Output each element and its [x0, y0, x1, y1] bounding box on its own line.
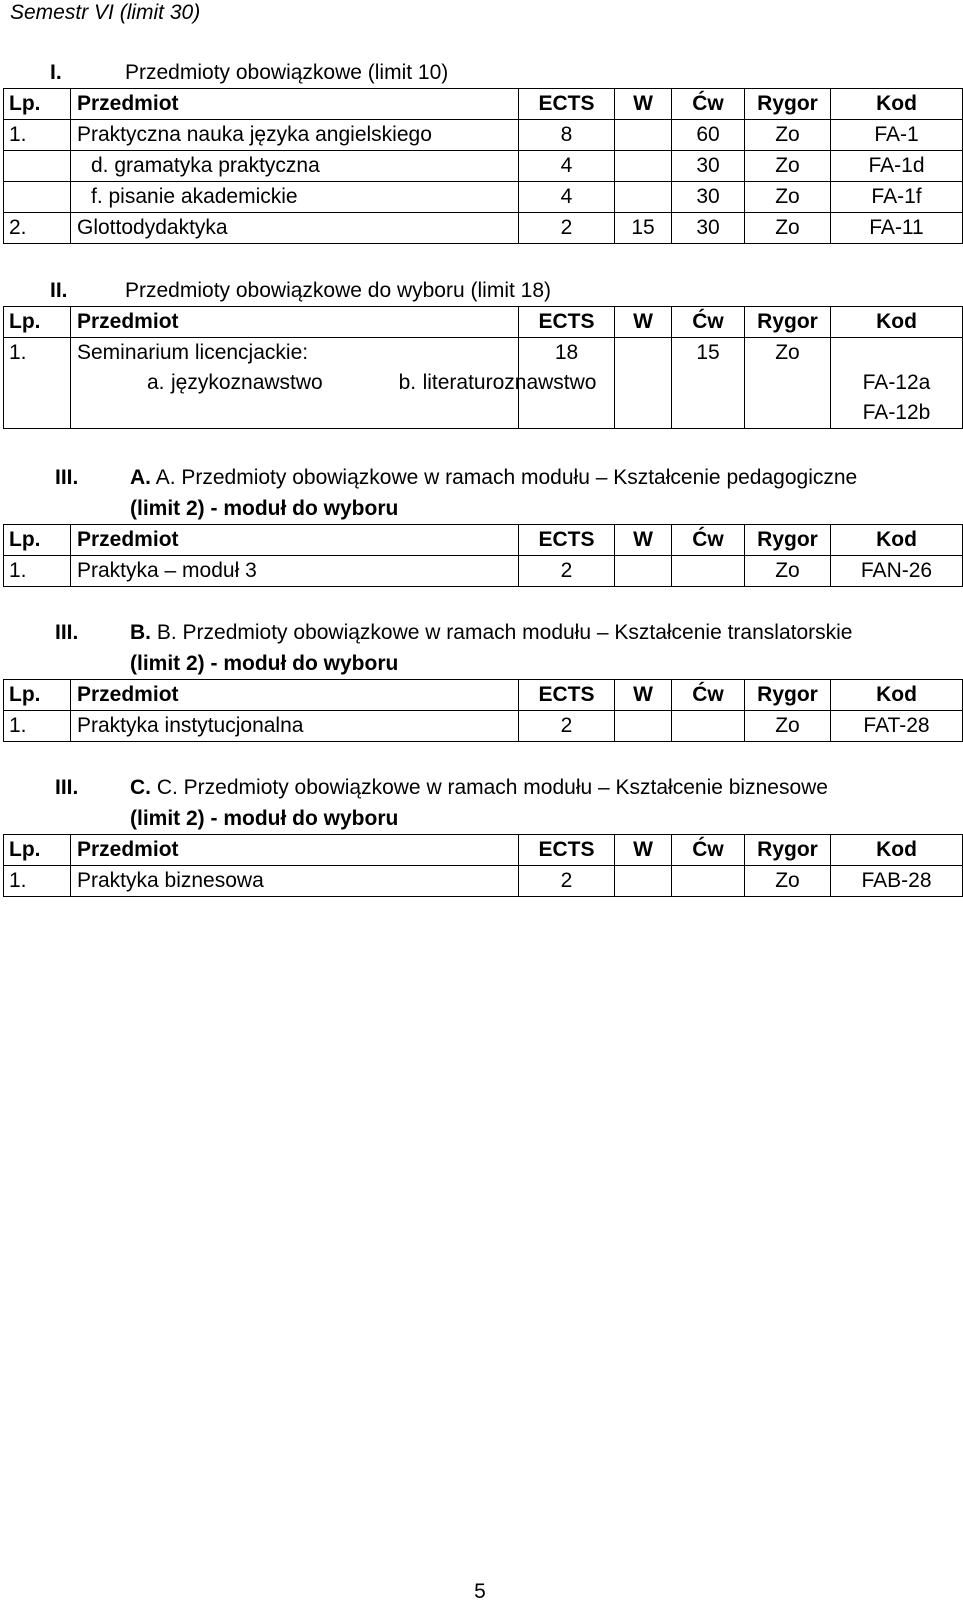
section-number: III.: [55, 466, 79, 489]
cell-w: [615, 182, 672, 213]
section-elective: [3, 275, 958, 429]
header-cw: Ćw: [672, 307, 745, 338]
subjects-table: [3, 679, 963, 742]
subitem-text: językoznawstwo: [171, 371, 323, 394]
cell-rygor: Zo: [745, 151, 831, 182]
header-subject: Przedmiot: [71, 680, 519, 711]
cell-cw: 30: [672, 151, 745, 182]
section-subheading: [3, 493, 958, 524]
table-header-row: [4, 680, 963, 711]
subitem-text: d. gramatyka praktyczna: [91, 154, 320, 177]
header-rygor: Rygor: [745, 307, 831, 338]
cell-subject: Praktyka biznesowa: [71, 866, 519, 897]
cell-kod: FA-1: [831, 120, 963, 151]
header-w: W: [615, 307, 672, 338]
cell-kod: FAT-28: [831, 711, 963, 742]
semester-title: Semestr VI (limit 30): [10, 1, 201, 24]
section-number: III.: [55, 621, 79, 644]
table-row: [4, 866, 963, 897]
section-module-pedagogical: [3, 462, 958, 587]
kod-a: FA-12a: [862, 371, 931, 394]
section-letter: C.: [130, 776, 151, 799]
table-header-row: [4, 525, 963, 556]
subjects-table: [3, 88, 963, 244]
subitem-letter: b.: [398, 371, 417, 394]
header-lp: Lp.: [4, 835, 71, 866]
header-lp: Lp.: [4, 307, 71, 338]
section-mandatory: [3, 57, 958, 244]
section-module-translation: [3, 617, 958, 742]
section-heading: [3, 462, 958, 493]
cell-lp: 2.: [4, 213, 71, 244]
table-header-row: [4, 307, 963, 338]
cell-rygor: Zo: [745, 120, 831, 151]
cell-rygor: Zo: [745, 556, 831, 587]
cell-kod: FA-1d: [831, 151, 963, 182]
header-lp: Lp.: [4, 525, 71, 556]
header-ects: ECTS: [519, 89, 615, 120]
cell-lp: 1.: [4, 711, 71, 742]
table-row: [4, 338, 963, 429]
table-row: [4, 556, 963, 587]
header-ects: ECTS: [519, 680, 615, 711]
header-kod: Kod: [831, 307, 963, 338]
header-rygor: Rygor: [745, 89, 831, 120]
header-subject: Przedmiot: [71, 89, 519, 120]
section-heading: [3, 57, 958, 88]
section-title-text: C. Przedmioty obowiązkowe w ramach modułu – Kształcenie biznesowe: [156, 776, 828, 799]
kod-b: FA-12b: [862, 401, 931, 424]
header-subject: Przedmiot: [71, 835, 519, 866]
header-lp: Lp.: [4, 89, 71, 120]
cell-ects: 2: [519, 866, 615, 897]
section-heading: [3, 772, 958, 803]
header-w: W: [615, 680, 672, 711]
cell-subject: Praktyczna nauka języka angielskiego: [71, 120, 519, 151]
cell-ects: 4: [519, 182, 615, 213]
subitem-letter: a.: [147, 371, 165, 394]
cell-cw: [672, 556, 745, 587]
subitem: [329, 368, 597, 398]
table-header-row: [4, 835, 963, 866]
cell-w: [615, 866, 672, 897]
cell-ects: 2: [519, 556, 615, 587]
table-row: [4, 120, 963, 151]
cell-cw: 30: [672, 213, 745, 244]
section-heading: [3, 275, 958, 306]
cell-w: [615, 338, 672, 429]
section-title: Przedmioty obowiązkowe (limit 10): [125, 61, 449, 84]
cell-rygor: Zo: [745, 711, 831, 742]
cell-rygor: Zo: [745, 338, 831, 429]
section-title-text: B. Przedmioty obowiązkowe w ramach modułu – Kształcenie translatorskie: [156, 621, 853, 644]
section-title-line2: (limit 2) - moduł do wyboru: [130, 807, 399, 830]
cell-rygor: Zo: [745, 182, 831, 213]
cell-w: [615, 120, 672, 151]
cell-w: [615, 151, 672, 182]
cell-rygor: Zo: [745, 213, 831, 244]
cell-w: 15: [615, 213, 672, 244]
section-letter: B.: [130, 621, 151, 644]
header-subject: Przedmiot: [71, 307, 519, 338]
cell-ects: 2: [519, 213, 615, 244]
header-cw: Ćw: [672, 89, 745, 120]
header-cw: Ćw: [672, 835, 745, 866]
cell-ects: 8: [519, 120, 615, 151]
section-title: Przedmioty obowiązkowe do wyboru (limit 18): [125, 279, 551, 302]
table-row: [4, 213, 963, 244]
cell-subject: [71, 151, 519, 182]
header-kod: Kod: [831, 680, 963, 711]
cell-cw: 30: [672, 182, 745, 213]
section-title: [130, 617, 852, 648]
cell-lp: 1.: [4, 120, 71, 151]
section-title-line2: (limit 2) - moduł do wyboru: [130, 497, 399, 520]
header-ects: ECTS: [519, 525, 615, 556]
cell-lp: [4, 182, 71, 213]
cell-kod: FA-1f: [831, 182, 963, 213]
cell-cw: 60: [672, 120, 745, 151]
table-row: [4, 151, 963, 182]
cell-cw: [672, 866, 745, 897]
header-w: W: [615, 525, 672, 556]
subject-main: Seminarium licencjackie:: [77, 341, 309, 364]
cell-subject: [71, 182, 519, 213]
section-title-line2: (limit 2) - moduł do wyboru: [130, 652, 399, 675]
header-w: W: [615, 89, 672, 120]
subjects-table: [3, 306, 963, 429]
header-rygor: Rygor: [745, 680, 831, 711]
subjects-table: [3, 524, 963, 587]
table-row: [4, 182, 963, 213]
section-subheading: [3, 803, 958, 834]
header-cw: Ćw: [672, 680, 745, 711]
section-subheading: [3, 648, 958, 679]
page-number: 5: [474, 1580, 486, 1603]
section-title-text: A. Przedmioty obowiązkowe w ramach modułu – Kształcenie pedagogiczne: [155, 466, 858, 489]
cell-kod: FAN-26: [831, 556, 963, 587]
cell-subject: Praktyka – moduł 3: [71, 556, 519, 587]
header-w: W: [615, 835, 672, 866]
cell-lp: 1.: [4, 556, 71, 587]
header-kod: Kod: [831, 835, 963, 866]
header-cw: Ćw: [672, 525, 745, 556]
cell-subject: Praktyka instytucjonalna: [71, 711, 519, 742]
cell-kod: FA-11: [831, 213, 963, 244]
subitem: [77, 368, 323, 398]
cell-ects: 18: [519, 338, 615, 429]
section-number: II.: [50, 279, 68, 302]
header-ects: ECTS: [519, 307, 615, 338]
cell-w: [615, 711, 672, 742]
header-lp: Lp.: [4, 680, 71, 711]
header-ects: ECTS: [519, 835, 615, 866]
subitem-text: literaturoznawstwo: [422, 371, 597, 394]
cell-ects: 2: [519, 711, 615, 742]
cell-kod: [831, 338, 963, 429]
section-number: I.: [50, 61, 62, 84]
header-subject: Przedmiot: [71, 525, 519, 556]
cell-lp: [4, 151, 71, 182]
cell-ects: 4: [519, 151, 615, 182]
table-row: [4, 711, 963, 742]
header-kod: Kod: [831, 89, 963, 120]
header-kod: Kod: [831, 525, 963, 556]
cell-rygor: Zo: [745, 866, 831, 897]
section-number: III.: [55, 776, 79, 799]
cell-w: [615, 556, 672, 587]
subitem-text: f. pisanie akademickie: [91, 185, 298, 208]
section-title: [130, 772, 828, 803]
section-module-business: [3, 772, 958, 897]
cell-cw: 15: [672, 338, 745, 429]
cell-lp: 1.: [4, 866, 71, 897]
section-heading: [3, 617, 958, 648]
section-title: [130, 462, 857, 493]
header-rygor: Rygor: [745, 525, 831, 556]
table-header-row: [4, 89, 963, 120]
subjects-table: [3, 834, 963, 897]
cell-kod: FAB-28: [831, 866, 963, 897]
section-letter: A.: [130, 466, 151, 489]
cell-cw: [672, 711, 745, 742]
cell-lp: 1.: [4, 338, 71, 429]
header-rygor: Rygor: [745, 835, 831, 866]
cell-subject: Glottodydaktyka: [71, 213, 519, 244]
